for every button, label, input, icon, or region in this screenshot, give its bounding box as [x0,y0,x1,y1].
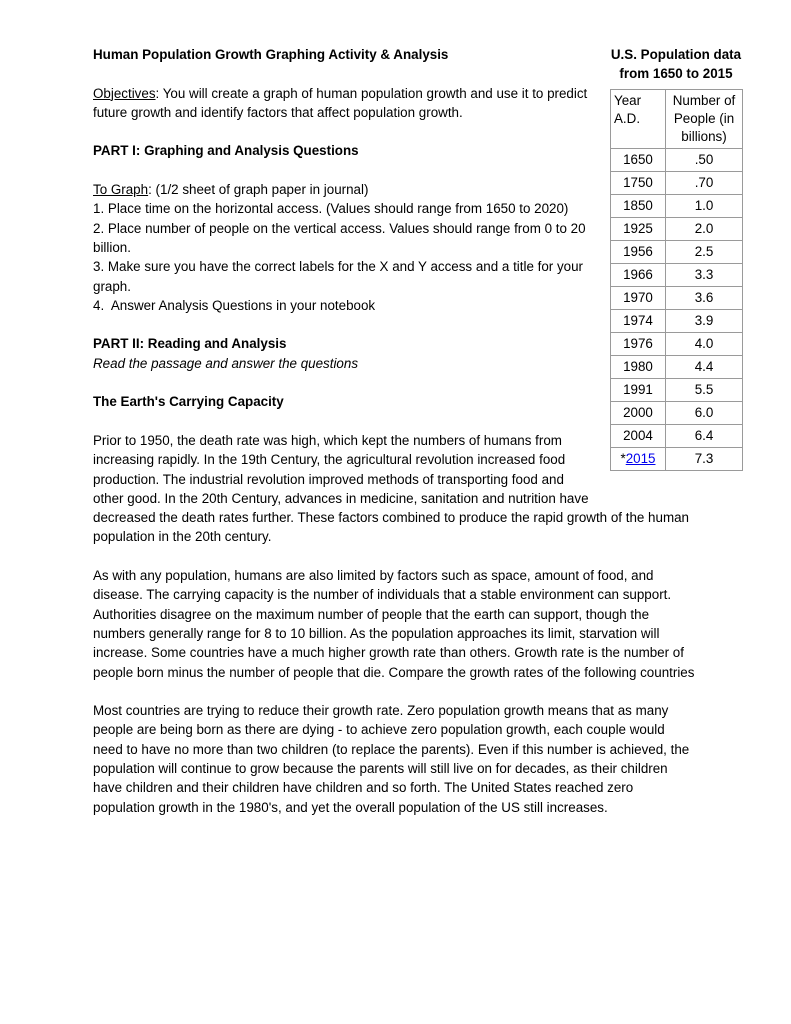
table-row [611,263,743,286]
paragraph-3: Most countries are trying to reduce their growth rate. Zero population growth means that as many people are being born as there are dying - to achieve zero population growth, each couple would need to have no more than two children (to replace the parents). Even if this number is achieved, the population will continue to grow because the parents will still live on for decades, as their children have children and their children have children and so forth. The United States reached zero population growth in the 1980's, and yet the overall population of the US still increases. [93,703,690,815]
to-graph-line [93,180,698,199]
graph-step: 4. Answer Analysis Questions in your notebook [93,297,376,313]
year-cell: 1750 [611,171,666,194]
paragraph-2: As with any population, humans are also limited by factors such as space, amount of food, and disease. The carrying capacity is the number of individuals that a stable environment can support. Authorities disagree on the maximum number of people that the earth can support, though the numbers generally range for 8 to 10 billion. As the population approaches its limit, starvation will increase. Some countries have a much higher growth rate than others. Growth rate is the number of people born minus the number of people that die. Compare the growth rates of the following countries [93,568,695,680]
value-cell: 2.5 [666,240,743,263]
value-cell: 5.5 [666,378,743,401]
year-cell: 1966 [611,263,666,286]
table-row [611,332,743,355]
value-cell: 3.6 [666,286,743,309]
caption-line-2: from 1650 to 2015 [619,66,733,82]
table-row [611,447,743,470]
objectives-label: Objectives [93,85,156,101]
table-row [611,171,743,194]
year-cell: 1650 [611,148,666,171]
year-cell: 1976 [611,332,666,355]
graph-step: 2. Place number of people on the vertical access. Values should range from 0 to 20 billion. [93,220,590,255]
year-cell: 1974 [611,309,666,332]
year-2015-link[interactable]: 2015 [625,450,656,466]
graph-step: 1. Place time on the horizontal access. (Values should range from 1650 to 2020) [93,201,569,217]
carrying-capacity-heading: The Earth's Carrying Capacity [93,394,284,410]
value-cell: 6.4 [666,424,743,447]
part2-block [93,334,698,373]
document-body [93,45,698,817]
population-data-panel [610,45,742,471]
graphing-instructions [93,180,698,315]
population-table [610,89,743,471]
value-cell: 3.9 [666,309,743,332]
table-row [611,378,743,401]
table-row [611,401,743,424]
page-title: Human Population Growth Graphing Activity & Analysis [93,47,449,62]
year-cell: 1925 [611,217,666,240]
to-graph-text: : (1/2 sheet of graph paper in journal) [148,182,369,198]
table-row [611,194,743,217]
table-row [611,355,743,378]
part2-subtitle: Read the passage and answer the questions [93,355,359,371]
value-cell: 4.4 [666,355,743,378]
year-cell: *2015 [611,447,666,470]
caption-line-1: U.S. Population data [610,47,742,62]
table-row [611,148,743,171]
table-row [611,309,743,332]
year-cell: 1991 [611,378,666,401]
graph-step: 3. Make sure you have the correct labels for the X and Y access and a title for your graph. [93,259,587,294]
objectives-text: : You will create a graph of human population growth and use it to predict future growth and identify factors that affect population growth. [93,85,588,120]
table-row [611,424,743,447]
value-cell: .50 [666,148,743,171]
table-caption [610,45,742,84]
people-header: Number of People (in billions) [666,89,743,148]
value-cell: 6.0 [666,401,743,424]
year-cell: 1980 [611,355,666,378]
table-row [611,286,743,309]
year-cell: 2004 [611,424,666,447]
part1-heading: PART I: Graphing and Analysis Questions [93,143,359,159]
value-cell: 7.3 [666,447,743,470]
paragraph-1: Prior to 1950, the death rate was high, which kept the numbers of humans from increasing rapidly. In the 19th Century, the agricultural revolution increased food production. The industrial revolution improved methods of transporting food and other good. In the 20th Century, advances in medicine, sanitation and nutrition have decreased the death rates further. These factors combined to produce the rapid growth of the human population in the 20th century. [93,432,690,545]
part2-heading: PART II: Reading and Analysis [93,336,287,352]
year-cell: 1970 [611,286,666,309]
year-cell: 2000 [611,401,666,424]
table-header-row [611,89,743,148]
value-cell: 1.0 [666,194,743,217]
year-cell: 1850 [611,194,666,217]
table-row [611,217,743,240]
table-row [611,240,743,263]
value-cell: 4.0 [666,332,743,355]
value-cell: 2.0 [666,217,743,240]
objectives-paragraph [93,84,698,123]
value-cell: .70 [666,171,743,194]
year-cell: 1956 [611,240,666,263]
year-header: Year A.D. [611,89,666,148]
value-cell: 3.3 [666,263,743,286]
to-graph-label: To Graph [93,182,149,198]
population-table-body [611,148,743,470]
